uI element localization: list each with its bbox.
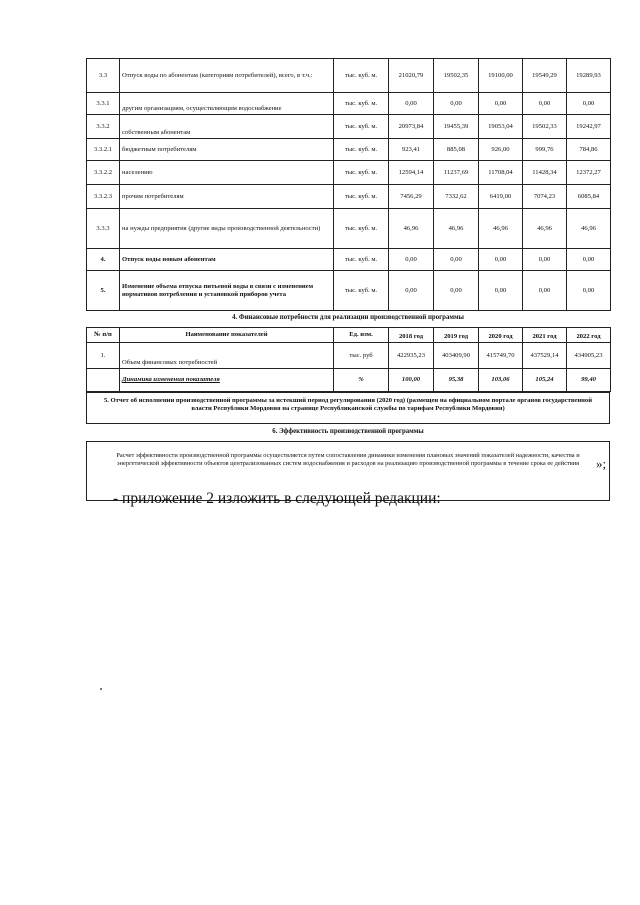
value-cell: 415749,70 <box>479 343 523 369</box>
row-name: Динамика изменения показателя <box>120 369 334 392</box>
value-cell: 95,38 <box>434 369 479 392</box>
table-row <box>87 93 611 115</box>
row-code: 3.3.2.1 <box>87 139 120 161</box>
value-cell: 46,96 <box>479 209 523 249</box>
table-row <box>87 209 611 249</box>
header-no: № п/п <box>87 328 120 343</box>
section-6-efficiency-text: Расчет эффективности производственной программы осуществляется путем сопоставления динамики изменения плановых значений показателей надежности, качества и энергетической эффективности объектов централизованных систем водоснабжения и расходов на реализацию производственной программы в течение срока ее действия <box>86 441 610 501</box>
row-name: Отпуск воды по абонентам (категориям потребителей), всего, в т.ч.: <box>120 59 334 93</box>
financial-table <box>86 327 611 392</box>
value-cell: 12372,27 <box>567 161 611 185</box>
row-name: Отпуск воды новым абонентам <box>120 249 334 271</box>
value-cell: 885,08 <box>434 139 479 161</box>
value-cell: 12594,14 <box>389 161 434 185</box>
value-cell: 0,00 <box>567 271 611 311</box>
value-cell: 0,00 <box>567 249 611 271</box>
value-cell: 0,00 <box>523 93 567 115</box>
row-code: 3.3.2 <box>87 115 120 139</box>
value-cell: 19549,29 <box>523 59 567 93</box>
value-cell: 6085,84 <box>567 185 611 209</box>
value-cell: 422935,23 <box>389 343 434 369</box>
value-cell: 6419,00 <box>479 185 523 209</box>
financial-table-body <box>87 328 611 392</box>
row-code: 3.3.1 <box>87 93 120 115</box>
value-cell: 0,00 <box>479 271 523 311</box>
row-unit: % <box>334 369 389 392</box>
value-cell: 99,40 <box>567 369 611 392</box>
value-cell: 19100,00 <box>479 59 523 93</box>
row-name: Объем финансовых потребностей <box>120 343 334 369</box>
row-unit: тыс. куб. м. <box>334 161 389 185</box>
value-cell: 19053,04 <box>479 115 523 139</box>
row-unit: тыс. куб. м. <box>334 185 389 209</box>
value-cell: 0,00 <box>434 271 479 311</box>
row-unit: тыс. куб. м. <box>334 59 389 93</box>
header-year: 2020 год <box>479 328 523 343</box>
appendix-instruction: - приложение 2 изложить в следующей редакции: <box>113 490 441 507</box>
row-name: на нужды предприятия (другие виды производственной деятельности) <box>120 209 334 249</box>
table-row <box>87 249 611 271</box>
value-cell: 11237,69 <box>434 161 479 185</box>
row-code: 4. <box>87 249 120 271</box>
value-cell: 437529,14 <box>523 343 567 369</box>
value-cell: 19502,35 <box>434 59 479 93</box>
row-code: 3.3.2.2 <box>87 161 120 185</box>
table-header-row <box>87 328 611 343</box>
volume-table <box>86 58 611 311</box>
row-unit: тыс. куб. м. <box>334 139 389 161</box>
value-cell: 0,00 <box>434 249 479 271</box>
value-cell: 923,41 <box>389 139 434 161</box>
closing-quote-mark: »; <box>596 456 607 471</box>
value-cell: 105,24 <box>523 369 567 392</box>
header-year: 2019 год <box>434 328 479 343</box>
value-cell: 434905,23 <box>567 343 611 369</box>
value-cell: 46,96 <box>389 209 434 249</box>
header-year: 2021 год <box>523 328 567 343</box>
value-cell: 19502,33 <box>523 115 567 139</box>
section-5-report: 5. Отчет об исполнении производственной программы за истекший период регулирования (2020 год) (размещен на официальном портале органов государственной власти Республики Мордовия на странице Республиканской службы по тарифам Республики Мордовия) <box>86 392 610 424</box>
row-code: 3.3 <box>87 59 120 93</box>
value-cell: 0,00 <box>567 93 611 115</box>
value-cell: 20973,84 <box>389 115 434 139</box>
row-unit: тыс. куб. м. <box>334 209 389 249</box>
header-unit: Ед. изм. <box>334 328 389 343</box>
value-cell: 403409,90 <box>434 343 479 369</box>
value-cell: 0,00 <box>389 93 434 115</box>
table-row <box>87 139 611 161</box>
row-unit: тыс. куб. м. <box>334 271 389 311</box>
row-name: другим организациям, осуществляющим водоснабжение <box>120 93 334 115</box>
value-cell: 46,96 <box>523 209 567 249</box>
value-cell: 19242,97 <box>567 115 611 139</box>
value-cell: 46,96 <box>567 209 611 249</box>
row-no: 1. <box>87 343 120 369</box>
table-row <box>87 185 611 209</box>
value-cell: 0,00 <box>479 249 523 271</box>
row-code: 5. <box>87 271 120 311</box>
value-cell: 0,00 <box>523 249 567 271</box>
row-code: 3.3.2.3 <box>87 185 120 209</box>
document-sheet <box>86 58 610 501</box>
row-unit: тыс. куб. м. <box>334 93 389 115</box>
value-cell: 103,06 <box>479 369 523 392</box>
table-row <box>87 115 611 139</box>
value-cell: 0,00 <box>434 93 479 115</box>
table-row <box>87 369 611 392</box>
table-row <box>87 161 611 185</box>
row-unit: тыс. куб. м. <box>334 115 389 139</box>
value-cell: 0,00 <box>389 271 434 311</box>
value-cell: 999,76 <box>523 139 567 161</box>
table-row <box>87 271 611 311</box>
row-name: бюджетным потребителям <box>120 139 334 161</box>
value-cell: 100,00 <box>389 369 434 392</box>
value-cell: 7456,29 <box>389 185 434 209</box>
value-cell: 46,96 <box>434 209 479 249</box>
row-name: Изменение объема отпуска питьевой воды в связи с изменением нормативов потребления и установкой приборов учета <box>120 271 334 311</box>
header-year: 2022 год <box>567 328 611 343</box>
row-name: прочим потребителям <box>120 185 334 209</box>
row-name: собственным абонентам <box>120 115 334 139</box>
value-cell: 7332,62 <box>434 185 479 209</box>
value-cell: 784,86 <box>567 139 611 161</box>
value-cell: 0,00 <box>523 271 567 311</box>
value-cell: 11708,04 <box>479 161 523 185</box>
row-name: населению <box>120 161 334 185</box>
value-cell: 0,00 <box>479 93 523 115</box>
value-cell: 0,00 <box>389 249 434 271</box>
scan-speck <box>100 688 102 690</box>
header-year: 2018 год <box>389 328 434 343</box>
row-code: 3.3.3 <box>87 209 120 249</box>
value-cell: 926,00 <box>479 139 523 161</box>
section-6-title: 6. Эффективность производственной программы <box>272 428 424 435</box>
row-unit: тыс. руб <box>334 343 389 369</box>
value-cell: 21020,79 <box>389 59 434 93</box>
row-unit: тыс. куб. м. <box>334 249 389 271</box>
row-no <box>87 369 120 392</box>
volume-table-body <box>87 59 611 311</box>
value-cell: 11428,34 <box>523 161 567 185</box>
value-cell: 19289,93 <box>567 59 611 93</box>
value-cell: 7074,23 <box>523 185 567 209</box>
section-4-title: 4. Финансовые потребности для реализации производственной программы <box>232 314 464 321</box>
header-name: Наименование показателей <box>120 328 334 343</box>
table-row <box>87 59 611 93</box>
table-row <box>87 343 611 369</box>
value-cell: 19455,39 <box>434 115 479 139</box>
